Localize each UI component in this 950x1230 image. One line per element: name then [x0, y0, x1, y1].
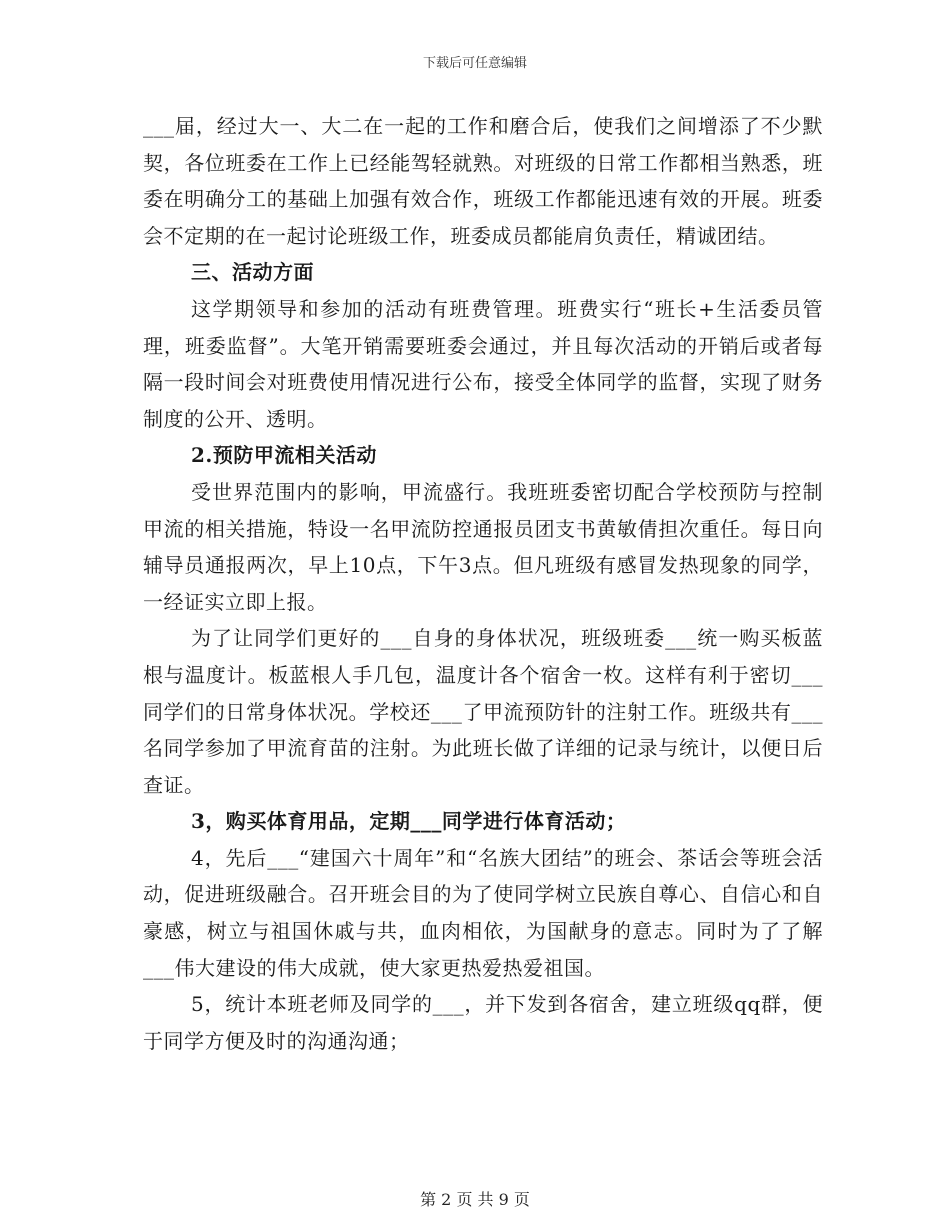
page-header: 下载后可任意编辑: [422, 56, 527, 71]
paragraph-class-committee: ___届，经过大一、大二在一起的工作和磨合后，使我们之间增添了不少默契，各位班委在工作上已经能驾轻就熟。对班级的日常工作都相当熟悉，班委在明确分工的基础上加强有效合作，班级工作都能迅速有效的开展。班委会不定期的在一起讨论班级工作，班委成员都能肩负责任，精诚团结。: [143, 114, 823, 248]
heading-flu-prevention: 2.预防甲流相关活动: [191, 443, 377, 468]
paragraph-contacts: 5，统计本班老师及同学的___，并下发到各宿舍，建立班级qq群，便于同学方便及时的沟通沟通；: [143, 992, 823, 1053]
heading-activities: 三、活动方面: [191, 260, 314, 285]
paragraph-flu-supplies: 为了让同学们更好的___自身的身体状况，班级班委___统一购买板蓝根与温度计。板蓝根人手几包，温度计各个宿舍一枚。这样有利于密切___同学们的日常身体状况。学校还___了甲流预防针的注射工作。班级共有___名同学参加了甲流育苗的注射。为此班长做了详细的记录与统计，以便日后查证。: [143, 626, 823, 797]
heading-sports: 3，购买体育用品，定期___同学进行体育活动；: [191, 809, 627, 834]
page-footer: 第 2 页 共 9 页: [420, 1190, 530, 1209]
document-body: [143, 108, 823, 1059]
paragraph-class-meetings: 4，先后___“建国六十周年”和“名族大团结”的班会、茶话会等班会活动，促进班级融合。召开班会目的为了使同学树立民族自尊心、自信心和自豪感，树立与祖国休戚与共，血肉相依，为国献身的意志。同时为了了解___伟大建设的伟大成就，使大家更热爱热爱祖国。: [143, 845, 823, 980]
paragraph-flu-measures: 受世界范围内的影响，甲流盛行。我班班委密切配合学校预防与控制甲流的相关措施，特设一名甲流防控通报员团支书黄敏倩担次重任。每日向辅导员通报两次，早上10点，下午3点。但凡班级有感冒发热现象的同学，一经证实立即上报。: [143, 479, 823, 614]
paragraph-class-fee: 这学期领导和参加的活动有班费管理。班费实行“班长+生活委员管理，班委监督”。大笔开销需要班委会通过，并且每次活动的开销后或者每隔一段时间会对班费使用情况进行公布，接受全体同学的监督，实现了财务制度的公开、透明。: [143, 296, 823, 431]
